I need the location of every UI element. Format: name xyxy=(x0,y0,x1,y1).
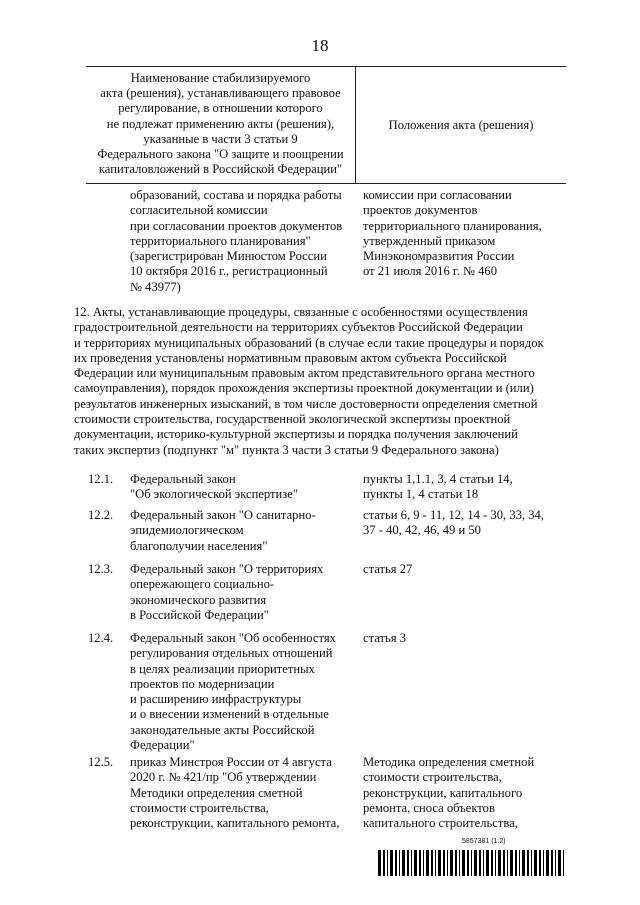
header-stabilized-act: Наименование стабилизируемого акта (решения), устанавливающего правовое регулирование, в отношении которого не подлежат применению акты (решения), указанные в части 3 статьи 9 Федерального закона "О защите и поощрении капиталовложений в Российской Федерации" xyxy=(97,71,344,177)
row-provisions: статья 3 xyxy=(363,631,406,645)
page-number: 18 xyxy=(311,36,329,55)
barcode-icon xyxy=(378,850,564,876)
row-number: 12.3. xyxy=(88,562,114,576)
row-number: 12.4. xyxy=(88,631,114,645)
row-number: 12.1. xyxy=(88,472,114,486)
row-number: 12.5. xyxy=(88,755,114,769)
continuation-left: образований, состава и порядка работы согласительной комиссии при согласовании проектов документов территориального планирования" (зарегистрирован Минюстом России 10 октября 2016 г., регистрационный № 43977) xyxy=(130,188,343,294)
row-provisions: статьи 6, 9 - 11, 12, 14 - 30, 33, 34, 37 - 40, 42, 46, 49 и 50 xyxy=(363,508,544,538)
row-act-name: приказ Минстроя России от 4 августа 2020 г. № 421/пр "Об утверждении Методики определения сметной стоимости строительства, реконструкции, капитального ремонта, xyxy=(130,755,340,831)
continuation-right: комиссии при согласовании проектов документов территориального планирования, утвержденный приказом Минэкономразвития России от 21 июля 2016 г. № 460 xyxy=(363,188,542,279)
row-act-name: Федеральный закон "О санитарно- эпидемиологическом благополучии населения" xyxy=(130,508,316,553)
header-act-provisions: Положения акта (решения) xyxy=(388,117,534,132)
row-act-name: Федеральный закон "О территориях опережающего социально- экономического развития в Российской Федерации" xyxy=(130,562,324,622)
barcode-label: 5857381 (1.2) xyxy=(462,838,506,845)
row-number: 12.2. xyxy=(88,508,114,522)
row-provisions: пункты 1,1.1, 3, 4 статьи 14, пункты 1, 4 статьи 18 xyxy=(363,472,513,502)
row-provisions: Методика определения сметной стоимости строительства, реконструкции, капитального ремонта, сноса объектов капитального строительства, xyxy=(363,755,535,831)
row-provisions: статья 27 xyxy=(363,562,413,576)
table-header xyxy=(86,66,566,184)
row-act-name: Федеральный закон "Об особенностях регулирования отдельных отношений в целях реализации приоритетных проектов по модернизации и расширению инфраструктуры и о внесении изменений в отдельные законодательные акты Российской Федерации" xyxy=(130,631,336,753)
row-act-name: Федеральный закон "Об экологической экспертизе" xyxy=(130,472,298,502)
section-12-heading: 12. Акты, устанавливающие процедуры, связанные с особенностями осуществления градостроительной деятельности на территориях субъектов Российской Федерации и территориях муниципальных образований (в случае если такие процедуры и порядок их проведения установлены нормативным правовым актом субъекта Российской Федерации или муниципальным правовым актом представительного органа местного самоуправления), порядок прохождения экспертизы проектной документации и (или) результатов инженерных изысканий, в том числе достоверности определения сметной стоимости строительства, государственной экологической экспертизы проектной документации, историко-культурной экспертизы и порядка получения заключений таких экспертиз (подпункт "м" пункта 3 части 3 статьи 9 Федерального закона) xyxy=(74,305,544,457)
